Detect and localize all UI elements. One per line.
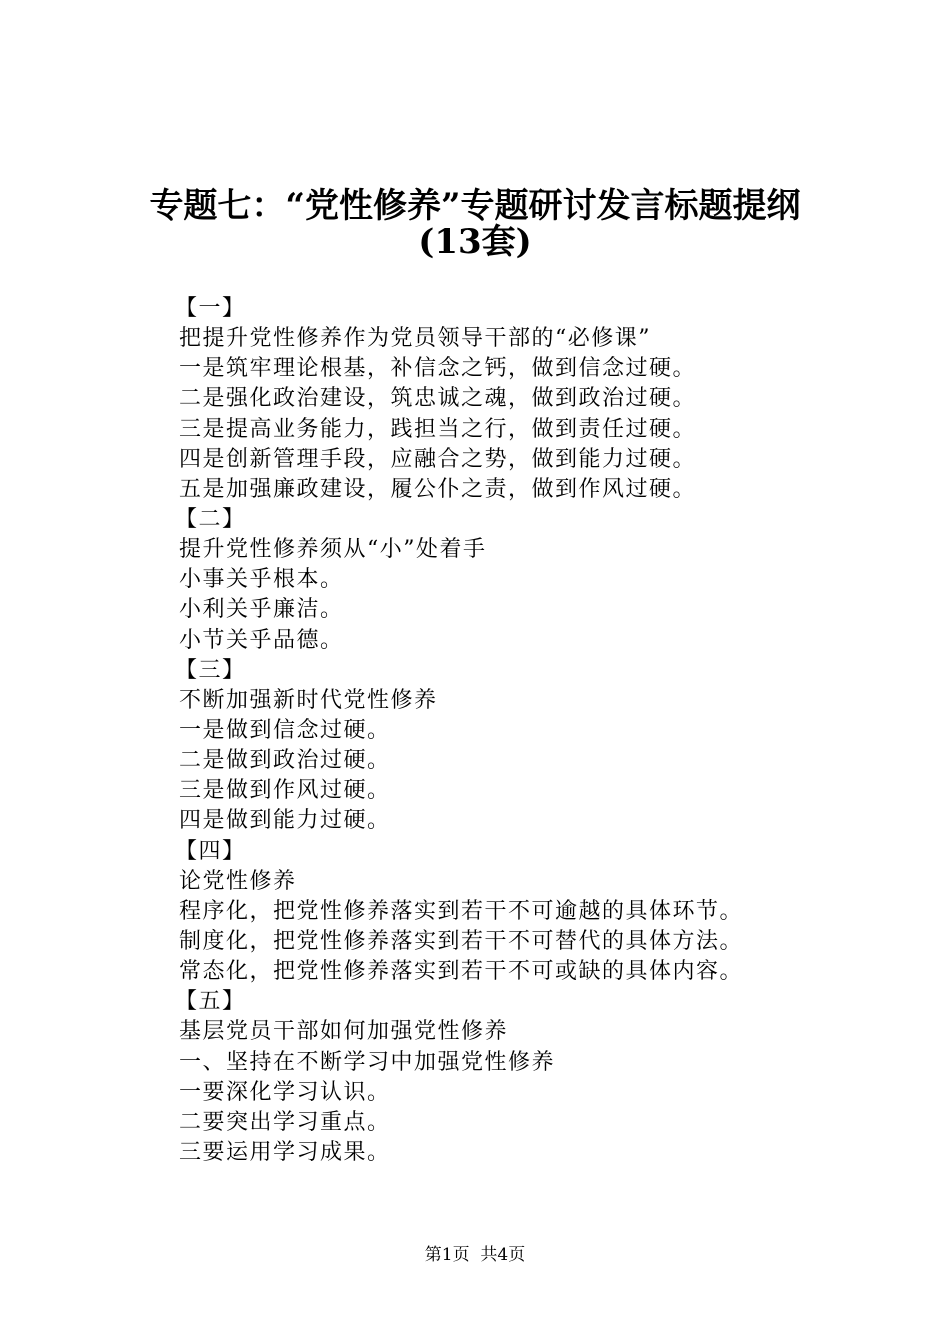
- page-footer: 第1页 共4页: [424, 1245, 526, 1265]
- section-marker: 【二】: [175, 506, 246, 532]
- text-line: 小事关乎根本。: [179, 567, 344, 593]
- text-line: 小利关乎廉洁。: [179, 597, 344, 623]
- document-body: [175, 294, 879, 1168]
- text-line: 二要突出学习重点。: [179, 1109, 391, 1135]
- text-line: 三是做到作风过硬。: [179, 778, 391, 804]
- text-line: 一要深化学习认识。: [179, 1079, 391, 1105]
- text-line: 基层党员干部如何加强党性修养: [179, 1019, 509, 1045]
- text-line: 三是提高业务能力，践担当之行，做到责任过硬。: [179, 416, 697, 442]
- text-line: 二是强化政治建设，筑忠诚之魂，做到政治过硬。: [179, 386, 697, 412]
- section-marker: 【三】: [175, 657, 246, 683]
- text-line: 一、坚持在不断学习中加强党性修养: [179, 1049, 556, 1075]
- text-line: 四是创新管理手段，应融合之势，做到能力过硬。: [179, 446, 697, 472]
- text-line: 论党性修养: [179, 868, 297, 894]
- document-title-line-1: 专题七：“党性修养”专题研讨发言标题提纲: [149, 186, 801, 226]
- text-line: 常态化，把党性修养落实到若干不可或缺的具体内容。: [179, 959, 744, 985]
- text-line: 把提升党性修养作为党员领导干部的“必修课”: [179, 326, 651, 352]
- text-line: 不断加强新时代党性修养: [179, 687, 438, 713]
- text-line: 提升党性修养须从“小”处着手: [179, 537, 487, 563]
- text-line: 四是做到能力过硬。: [179, 808, 391, 834]
- text-line: 三要运用学习成果。: [179, 1139, 391, 1165]
- section-marker: 【五】: [175, 989, 246, 1015]
- text-line: 程序化，把党性修养落实到若干不可逾越的具体环节。: [179, 898, 744, 924]
- text-line: 二是做到政治过硬。: [179, 748, 391, 774]
- text-line: 一是筑牢理论根基，补信念之钙，做到信念过硬。: [179, 356, 697, 382]
- text-line: 五是加强廉政建设，履公仆之责，做到作风过硬。: [179, 476, 697, 502]
- text-line: 一是做到信念过硬。: [179, 717, 391, 743]
- document-title-line-2: (13套): [418, 222, 532, 262]
- section-marker: 【一】: [175, 296, 246, 321]
- section-marker: 【四】: [175, 838, 246, 864]
- text-line: 小节关乎品德。: [179, 627, 344, 653]
- text-line: 制度化，把党性修养落实到若干不可替代的具体方法。: [179, 928, 744, 954]
